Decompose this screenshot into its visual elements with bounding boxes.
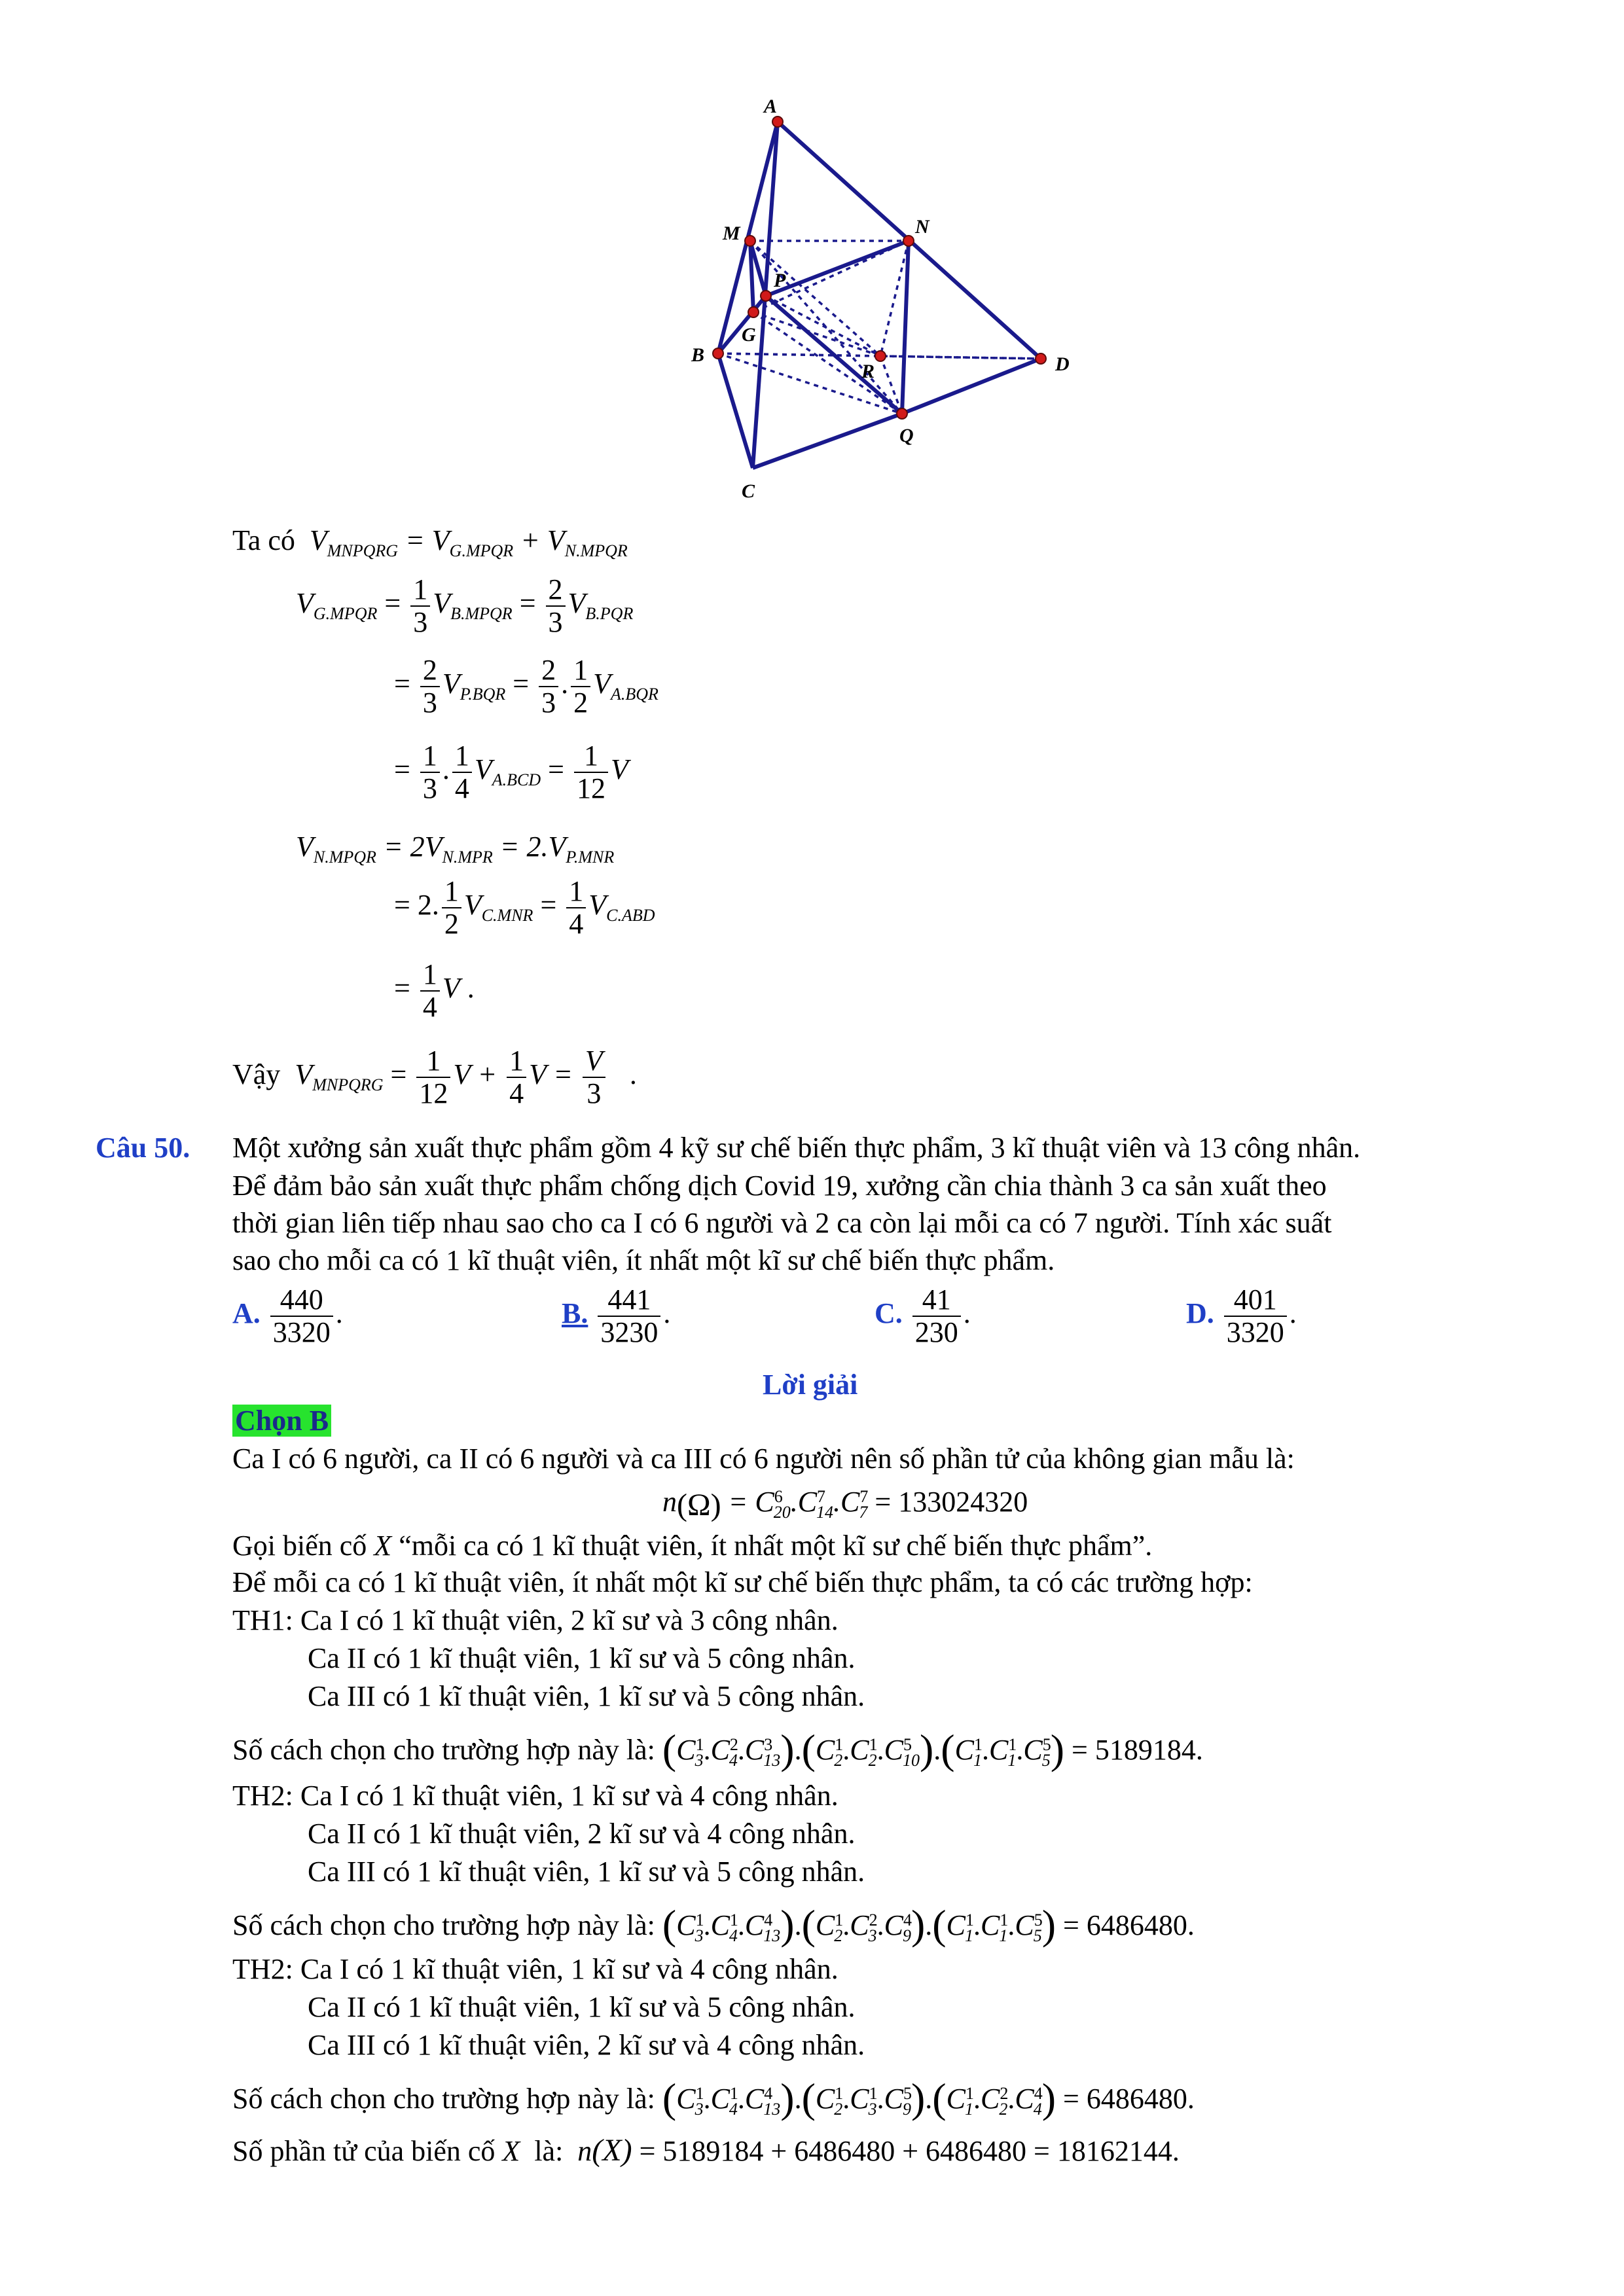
paren-open: (: [662, 1726, 677, 1772]
paren-open: (: [662, 2075, 677, 2121]
case-1-formula: $(C^1_3.C^2_4.C^3_{13}).(C^1_2.C^1_2.C^5_{10}).(C^1_1.C^1_1.C^5_5)$: [662, 1726, 1064, 1772]
sol1-line4: = $\frac{1}{3}$ . $\frac{1}{4}$ $V_{A.BCD}$ = $\frac{1}{12}$ V: [394, 740, 628, 804]
point-n: [903, 236, 914, 246]
paren-open: (: [932, 1901, 947, 1948]
sol1-line3: = $\frac{2}{3}$ $V_{P.BQR}$ = $\frac{2}{3}$ . $\frac{1}{2}$ $V_{A.BQR}$: [394, 654, 659, 719]
tetrahedron-figure: [0, 0, 1624, 511]
combination-term: C: [850, 2083, 869, 2115]
sol1-line5: $V_{N.MPQR} = 2V_{N.MPR} = 2.V_{P.MNR}$: [296, 831, 615, 867]
point-g: [748, 307, 759, 317]
combination-term: C: [710, 1909, 730, 1941]
paren-close: ): [1050, 1726, 1064, 1772]
label-d: D: [1055, 353, 1070, 375]
combination-term: C: [988, 1734, 1009, 1766]
case-2-formula: $(C^1_3.C^1_4.C^4_{13}).(C^1_2.C^2_3.C^4_9).(C^1_1.C^1_1.C^5_5)$: [662, 1901, 1056, 1948]
case-3-formula: $(C^1_3.C^1_4.C^4_{13}).(C^1_2.C^1_3.C^5_9).(C^1_1.C^2_2.C^4_4)$: [662, 2075, 1056, 2121]
combination-term: C: [884, 2083, 903, 2115]
label-q: Q: [899, 425, 914, 446]
case-1-line-1: TH1: Ca I có 1 kĩ thuật viên, 2 kĩ sư và 3 công nhân.: [232, 1604, 839, 1636]
solution-heading: Lời giải: [763, 1369, 858, 1401]
case-1-line-2: Ca II có 1 kĩ thuật viên, 1 kĩ sư và 5 công nhân.: [308, 1642, 856, 1674]
cases-intro: Để mỗi ca có 1 kĩ thuật viên, ít nhất một kĩ sư chế biến thực phẩm, ta có các trường hợp:: [232, 1566, 1253, 1598]
combination-term: C: [980, 1909, 1000, 1941]
paren-open: (: [801, 1726, 816, 1772]
label-g: G: [742, 324, 756, 346]
sol1-line6: = 2. $\frac{1}{2}$ $V_{C.MNR}$ = $\frac{1}{4}$ $V_{C.ABD}$: [394, 875, 655, 940]
paren-open: (: [941, 1726, 955, 1772]
case-3-line-3: Ca III có 1 kĩ thuật viên, 2 kĩ sư và 4 công nhân.: [308, 2029, 865, 2061]
choice-badge: Chọn B: [232, 1404, 331, 1438]
point-q: [897, 408, 907, 419]
case-1-line-3: Ca III có 1 kĩ thuật viên, 1 kĩ sư và 5 công nhân.: [308, 1680, 865, 1712]
combination-term: C: [744, 1734, 765, 1766]
case-2-line-2: Ca II có 1 kĩ thuật viên, 2 kĩ sư và 4 công nhân.: [308, 1818, 856, 1850]
paren-close: ): [780, 1901, 795, 1948]
paren-close: ): [911, 1901, 926, 1948]
combination-term: C: [815, 1909, 835, 1941]
paren-close: ): [780, 2075, 795, 2121]
label-c: C: [742, 480, 755, 502]
label-p: P: [774, 270, 786, 291]
sample-space-text: Ca I có 6 người, ca II có 6 người và ca III có 6 người nên số phần tử của không gian mẫu là:: [232, 1443, 1295, 1475]
case-2-count: Số cách chọn cho trường hợp này là: $(C^1_3.C^1_4.C^4_{13}).(C^1_2.C^2_3.C^4_9).(C^1_1.C^1_1.C^5_5) = 6486480$.: [232, 1901, 1195, 1948]
combination-term: C: [850, 1909, 869, 1941]
combination-term: C: [815, 2083, 835, 2115]
combination-term: C: [1015, 1909, 1034, 1941]
sol1-line8: Vậy $V_{MNPQRG}$ = $\frac{1}{12}$ V + $\frac{1}{4}$ V = $\frac{V}{3}$ .: [232, 1045, 637, 1109]
sol1-line1: Ta có $V_{MNPQRG} = V_{G.MPQR} + V_{N.MPQR}$: [232, 524, 628, 560]
option-a[interactable]: A. $\frac{440}{3320}$ .: [232, 1283, 343, 1348]
paren-open: (: [662, 1901, 677, 1948]
combination-term: C: [980, 2083, 1000, 2115]
label-a: A: [764, 96, 778, 117]
question-line-1: Một xưởng sản xuất thực phẩm gồm 4 kỹ sư chế biến thực phẩm, 3 kĩ thuật viên và 13 công nhân.: [232, 1132, 1361, 1164]
vertex-points: [713, 117, 1046, 419]
question-line-3: thời gian liên tiếp nhau sao cho ca I có 6 người và 2 ca còn lại mỗi ca có 7 người. Tính xác suất: [232, 1207, 1332, 1239]
event-definition: Gọi biến cố X “mỗi ca có 1 kĩ thuật viên, ít nhất một kĩ sư chế biến thực phẩm”.: [232, 1530, 1153, 1562]
case-3-line-2: Ca II có 1 kĩ thuật viên, 1 kĩ sư và 5 công nhân.: [308, 1991, 856, 2023]
question-line-4: sao cho mỗi ca có 1 kĩ thuật viên, ít nhất một kĩ sư chế biến thực phẩm.: [232, 1244, 1055, 1276]
case-2-line-1: TH2: Ca I có 1 kĩ thuật viên, 1 kĩ sư và 4 công nhân.: [232, 1780, 839, 1812]
combination-term: C: [1015, 2083, 1034, 2115]
paren-open: (: [801, 2075, 816, 2121]
combination-term: C: [850, 1734, 869, 1766]
case-3-count: Số cách chọn cho trường hợp này là: $(C^1_3.C^1_4.C^4_{13}).(C^1_2.C^1_3.C^5_9).(C^1_1.C^2_2.C^4_4) = 6486480$.: [232, 2075, 1195, 2121]
case-2-line-3: Ca III có 1 kĩ thuật viên, 1 kĩ sư và 5 công nhân.: [308, 1856, 865, 1888]
point-m: [745, 236, 755, 246]
final-result: Số phần tử của biến cố X là: n(X) = 5189184 + 6486480 + 6486480 = 18162144.: [232, 2133, 1180, 2168]
label-r: R: [861, 361, 875, 382]
combination-term: C: [884, 1734, 903, 1766]
combination-term: C: [744, 2083, 765, 2115]
combination-term: C: [676, 1734, 696, 1766]
paren-close: ): [780, 1726, 795, 1772]
combination-term: C: [954, 1734, 974, 1766]
paren-close: ): [1041, 1901, 1056, 1948]
combination-term: C: [676, 1909, 696, 1941]
option-b[interactable]: B. $\frac{441}{3230}$ .: [562, 1283, 671, 1348]
paren-close: ): [919, 1726, 934, 1772]
combination-term: C: [710, 1734, 730, 1766]
option-c[interactable]: C. $\frac{41}{230}$ .: [875, 1283, 971, 1348]
point-p: [761, 291, 771, 301]
point-a: [772, 117, 783, 127]
combination-term: C: [815, 1734, 835, 1766]
paren-close: ): [911, 2075, 926, 2121]
combination-term: C: [884, 1909, 903, 1941]
combination-term: C: [946, 2083, 965, 2115]
point-b: [713, 348, 723, 359]
option-d[interactable]: D. $\frac{401}{3320}$ .: [1186, 1283, 1297, 1348]
point-d: [1036, 353, 1046, 364]
combination-term: C: [676, 2083, 696, 2115]
label-b: B: [691, 344, 705, 366]
question-line-2: Để đảm bảo sản xuất thực phẩm chống dịch Covid 19, xưởng cần chia thành 3 ca sản xuất theo: [232, 1170, 1327, 1202]
combination-term: C: [744, 1909, 765, 1941]
paren-close: ): [1041, 2075, 1056, 2121]
label-m: M: [723, 223, 740, 244]
question-label: Câu 50.: [96, 1132, 190, 1164]
paren-open: (: [801, 1901, 816, 1948]
case-1-count: Số cách chọn cho trường hợp này là: $(C^1_3.C^2_4.C^3_{13}).(C^1_2.C^1_2.C^5_{10}).(C^1_1.C^1_1.C^5_5) = 5189184$.: [232, 1726, 1203, 1772]
case-3-line-1: TH2: Ca I có 1 kĩ thuật viên, 1 kĩ sư và 4 công nhân.: [232, 1953, 839, 1985]
combination-term: C: [1023, 1734, 1043, 1766]
combination-term: C: [946, 1909, 965, 1941]
combination-term: C: [710, 2083, 730, 2115]
omega-formula: $n(\Omega) = C^6_{20}.C^7_{14}.C^7_7 = 133024320$: [662, 1486, 1028, 1522]
paren-open: (: [932, 2075, 947, 2121]
sol1-line7: = $\frac{1}{4}$ V .: [394, 958, 475, 1023]
label-n: N: [915, 216, 929, 238]
sol1-line2: $V_{G.MPQR}$ = $\frac{1}{3}$ $V_{B.MPQR}$ = $\frac{2}{3}$ $V_{B.PQR}$: [296, 573, 634, 638]
point-r: [875, 351, 886, 361]
